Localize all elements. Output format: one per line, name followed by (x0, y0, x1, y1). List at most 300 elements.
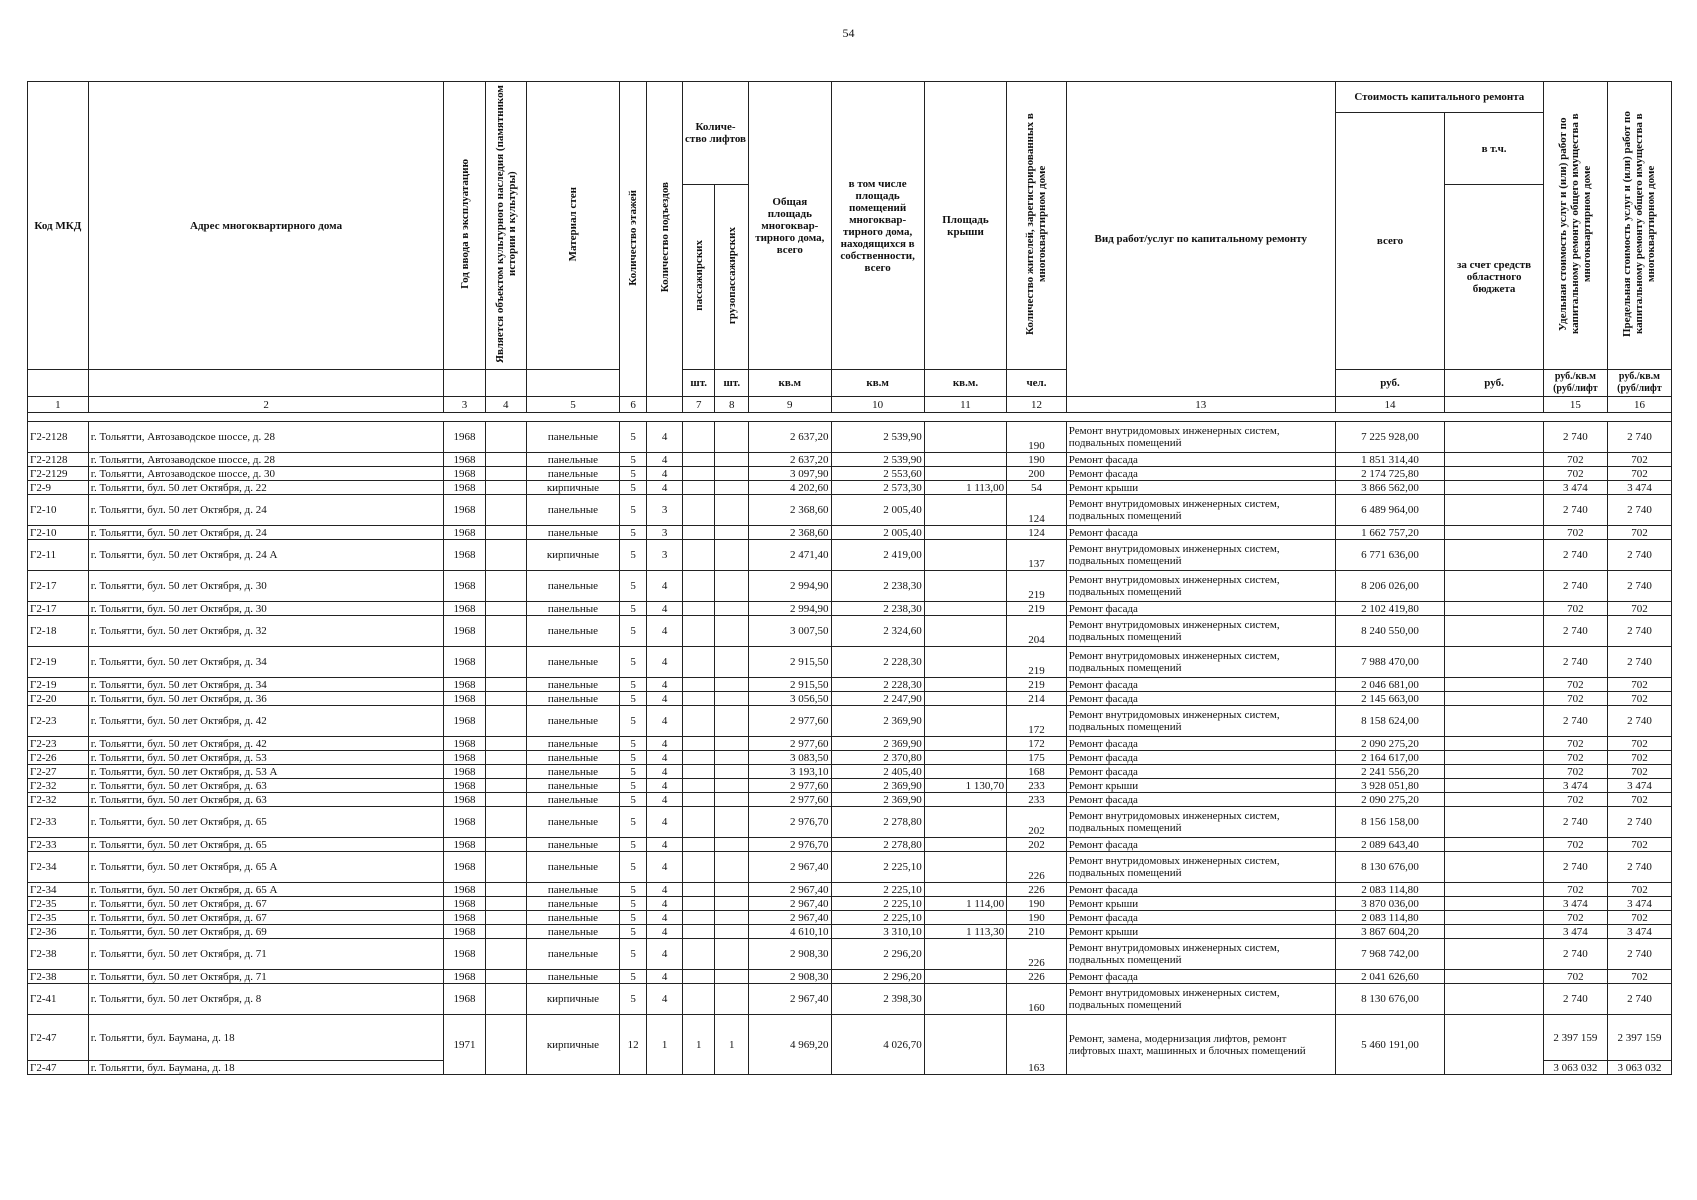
row-entrances: 4 (647, 970, 683, 984)
row-cargo-lifts (715, 678, 749, 692)
row-entrances: 4 (647, 692, 683, 706)
row-floors: 5 (620, 793, 647, 807)
row-total-area: 2 977,60 (749, 706, 831, 737)
row-heritage (485, 793, 526, 807)
row-floors: 5 (620, 706, 647, 737)
row-floors: 5 (620, 970, 647, 984)
row-total-area: 2 915,50 (749, 647, 831, 678)
row-floors: 5 (620, 737, 647, 751)
row-year: 1968 (444, 897, 485, 911)
row-cost-total: 2 090 275,20 (1335, 737, 1445, 751)
row-cost-total: 7 968 742,00 (1335, 939, 1445, 970)
row-floors: 5 (620, 911, 647, 925)
row-entrances: 4 (647, 737, 683, 751)
row-code: Г2-2128 (28, 453, 89, 467)
row-roof-area (924, 751, 1006, 765)
row-floors: 5 (620, 897, 647, 911)
row-code: Г2-35 (28, 897, 89, 911)
row-year: 1968 (444, 765, 485, 779)
row-passenger-lifts (682, 692, 715, 706)
row-entrances: 4 (647, 678, 683, 692)
row-regional-budget (1445, 779, 1544, 793)
col-header-passenger: пассажирских (682, 185, 715, 370)
row-total-area: 2 908,30 (749, 939, 831, 970)
row-heritage (485, 925, 526, 939)
row-entrances: 4 (647, 647, 683, 678)
unit-passenger: шт. (682, 370, 715, 397)
row-total-area: 2 471,40 (749, 540, 831, 571)
row-material: кирпичные (526, 984, 619, 1015)
row-heritage (485, 678, 526, 692)
row-cargo-lifts (715, 765, 749, 779)
row-regional-budget (1445, 897, 1544, 911)
row-cargo-lifts (715, 571, 749, 602)
row-floors: 5 (620, 692, 647, 706)
row-regional-budget (1445, 793, 1544, 807)
row-address: г. Тольятти, бул. 50 лет Октября, д. 30 (88, 602, 444, 616)
row-year: 1968 (444, 970, 485, 984)
row-residents: 219 (1007, 678, 1067, 692)
row-cargo-lifts (715, 647, 749, 678)
row-material: панельные (526, 616, 619, 647)
row-heritage (485, 540, 526, 571)
row-roof-area (924, 526, 1006, 540)
row-address: г. Тольятти, бул. 50 лет Октября, д. 65 (88, 838, 444, 852)
row-work-type: Ремонт крыши (1066, 481, 1335, 495)
row-address: г. Тольятти, бул. 50 лет Октября, д. 71 (88, 970, 444, 984)
table-row (28, 925, 1672, 939)
row-passenger-lifts (682, 793, 715, 807)
row-cargo-lifts (715, 495, 749, 526)
row-passenger-lifts (682, 751, 715, 765)
row-address: г. Тольятти, бул. 50 лет Октября, д. 34 (88, 678, 444, 692)
row-work-type: Ремонт крыши (1066, 897, 1335, 911)
row-regional-budget (1445, 751, 1544, 765)
col-header-code: Код МКД (28, 82, 89, 370)
row-code: Г2-32 (28, 793, 89, 807)
row-floors: 5 (620, 481, 647, 495)
colnum-9: 9 (749, 397, 831, 413)
row-material: панельные (526, 467, 619, 481)
row-owned-area: 2 247,90 (831, 692, 924, 706)
row-limit-cost: 702 (1607, 526, 1671, 540)
row-heritage (485, 838, 526, 852)
row-roof-area: 1 114,00 (924, 897, 1006, 911)
row-material: кирпичные (526, 1015, 619, 1075)
row-year: 1968 (444, 481, 485, 495)
row-limit-cost: 3 474 (1607, 925, 1671, 939)
row-residents: 219 (1007, 602, 1067, 616)
row-roof-area (924, 616, 1006, 647)
row-unit-cost: 2 740 (1543, 939, 1607, 970)
row-cost-total: 8 130 676,00 (1335, 984, 1445, 1015)
row-cargo-lifts (715, 793, 749, 807)
row-owned-area: 2 228,30 (831, 678, 924, 692)
row-cargo-lifts (715, 422, 749, 453)
row-entrances: 4 (647, 838, 683, 852)
row-entrances: 4 (647, 793, 683, 807)
row-regional-budget (1445, 602, 1544, 616)
row-total-area: 2 967,40 (749, 883, 831, 897)
col-header-cost: Стоимость капитального ремонта (1335, 82, 1543, 113)
row-unit-cost: 702 (1543, 883, 1607, 897)
col-header-limit-cost: Предельная стоимость услуг и (или) работ по капитальному ремонту общего имущества в многоквартирном доме (1607, 82, 1671, 370)
row-code: Г2-19 (28, 647, 89, 678)
row-material: панельные (526, 678, 619, 692)
row-cargo-lifts (715, 852, 749, 883)
row-roof-area: 1 113,00 (924, 481, 1006, 495)
row-roof-area (924, 939, 1006, 970)
unit-roof-area: кв.м. (924, 370, 1006, 397)
row-entrances: 4 (647, 453, 683, 467)
row-entrances: 4 (647, 883, 683, 897)
row-residents: 137 (1007, 540, 1067, 571)
colnum-4: 4 (485, 397, 526, 413)
row-entrances: 4 (647, 911, 683, 925)
row-material: панельные (526, 793, 619, 807)
row-limit-cost: 3 474 (1607, 481, 1671, 495)
row-work-type: Ремонт внутридомовых инженерных систем, подвальных помещений (1066, 422, 1335, 453)
row-passenger-lifts (682, 838, 715, 852)
row-address: г. Тольятти, бул. 50 лет Октября, д. 24 (88, 526, 444, 540)
row-residents: 54 (1007, 481, 1067, 495)
row-code: Г2-17 (28, 602, 89, 616)
row-residents: 190 (1007, 897, 1067, 911)
row-passenger-lifts (682, 647, 715, 678)
row-cargo-lifts (715, 616, 749, 647)
row-passenger-lifts (682, 807, 715, 838)
row-regional-budget (1445, 911, 1544, 925)
row-unit-cost: 702 (1543, 602, 1607, 616)
row-passenger-lifts (682, 602, 715, 616)
row-roof-area (924, 911, 1006, 925)
row-address: г. Тольятти, бул. 50 лет Октября, д. 67 (88, 911, 444, 925)
row-cost-total: 2 145 663,00 (1335, 692, 1445, 706)
row-unit-cost: 702 (1543, 970, 1607, 984)
row-floors: 5 (620, 453, 647, 467)
row-unit-cost: 3 474 (1543, 779, 1607, 793)
row-limit-cost: 2 740 (1607, 540, 1671, 571)
colnum-1: 1 (28, 397, 89, 413)
row-material: панельные (526, 925, 619, 939)
row-limit-cost: 2 740 (1607, 807, 1671, 838)
row-heritage (485, 751, 526, 765)
row-limit-cost: 702 (1607, 737, 1671, 751)
row-passenger-lifts (682, 678, 715, 692)
row-heritage (485, 706, 526, 737)
table-row (28, 897, 1672, 911)
row-owned-area: 2 225,10 (831, 852, 924, 883)
row-limit-cost: 702 (1607, 678, 1671, 692)
unit-blank-2 (88, 370, 444, 397)
row-cost-total: 1 662 757,20 (1335, 526, 1445, 540)
row-cost-total: 3 870 036,00 (1335, 897, 1445, 911)
row-cargo-lifts (715, 925, 749, 939)
row-residents: 202 (1007, 807, 1067, 838)
row-cargo-lifts (715, 984, 749, 1015)
row-material: панельные (526, 939, 619, 970)
row-cost-total: 2 083 114,80 (1335, 911, 1445, 925)
colnum-6: 6 (620, 397, 647, 413)
row-total-area: 2 908,30 (749, 970, 831, 984)
row-owned-area: 2 369,90 (831, 779, 924, 793)
row-entrances: 4 (647, 616, 683, 647)
row-cost-total: 7 988 470,00 (1335, 647, 1445, 678)
row-floors: 5 (620, 984, 647, 1015)
row-cargo-lifts (715, 453, 749, 467)
row-cost-total: 8 240 550,00 (1335, 616, 1445, 647)
row-address: г. Тольятти, бул. Баумана, д. 18 (88, 1015, 444, 1061)
row-work-type: Ремонт внутридомовых инженерных систем, подвальных помещений (1066, 540, 1335, 571)
row-work-type: Ремонт внутридомовых инженерных систем, подвальных помещений (1066, 984, 1335, 1015)
row-limit-cost: 702 (1607, 602, 1671, 616)
colnum-11: 11 (924, 397, 1006, 413)
row-cost-total: 2 102 419,80 (1335, 602, 1445, 616)
row-address: г. Тольятти, бул. 50 лет Октября, д. 42 (88, 706, 444, 737)
row-address: г. Тольятти, Автозаводское шоссе, д. 28 (88, 453, 444, 467)
row-code: Г2-19 (28, 678, 89, 692)
colnum-12: 12 (1007, 397, 1067, 413)
row-year: 1968 (444, 495, 485, 526)
row-cost-total: 6 489 964,00 (1335, 495, 1445, 526)
row-passenger-lifts (682, 911, 715, 925)
row-heritage (485, 984, 526, 1015)
row-cost-total: 2 089 643,40 (1335, 838, 1445, 852)
row-owned-area: 2 369,90 (831, 793, 924, 807)
capital-repair-table (27, 81, 1672, 1075)
row-roof-area (924, 706, 1006, 737)
row-cargo-lifts (715, 602, 749, 616)
table-row (28, 737, 1672, 751)
row-limit-cost: 3 474 (1607, 897, 1671, 911)
row-year: 1968 (444, 984, 485, 1015)
table-row (28, 692, 1672, 706)
row-code: Г2-35 (28, 911, 89, 925)
row-regional-budget (1445, 647, 1544, 678)
row-year: 1968 (444, 616, 485, 647)
row-address: г. Тольятти, бул. 50 лет Октября, д. 71 (88, 939, 444, 970)
row-heritage (485, 616, 526, 647)
row-address: г. Тольятти, бул. 50 лет Октября, д. 34 (88, 647, 444, 678)
row-residents: 226 (1007, 939, 1067, 970)
row-cost-total: 2 090 275,20 (1335, 793, 1445, 807)
row-limit-cost: 2 740 (1607, 616, 1671, 647)
row-roof-area (924, 647, 1006, 678)
row-floors: 5 (620, 647, 647, 678)
row-unit-cost: 702 (1543, 765, 1607, 779)
row-limit-cost: 2 740 (1607, 647, 1671, 678)
row-material: панельные (526, 751, 619, 765)
row-heritage (485, 1015, 526, 1075)
row-material: панельные (526, 692, 619, 706)
row-passenger-lifts (682, 706, 715, 737)
row-work-type: Ремонт фасада (1066, 911, 1335, 925)
row-entrances: 3 (647, 526, 683, 540)
col-header-floors: Количество этажей (620, 82, 647, 397)
row-passenger-lifts (682, 571, 715, 602)
row-work-type: Ремонт крыши (1066, 779, 1335, 793)
row-code: Г2-18 (28, 616, 89, 647)
row-residents: 210 (1007, 925, 1067, 939)
row-roof-area (924, 678, 1006, 692)
colnum-blank (647, 397, 683, 413)
row-cargo-lifts (715, 467, 749, 481)
row-code: Г2-2129 (28, 467, 89, 481)
row-address: г. Тольятти, бул. 50 лет Октября, д. 42 (88, 737, 444, 751)
unit-total-area: кв.м (749, 370, 831, 397)
row-passenger-lifts (682, 495, 715, 526)
colnum-13: 13 (1066, 397, 1335, 413)
row-passenger-lifts (682, 779, 715, 793)
row-roof-area (924, 838, 1006, 852)
table-row (28, 807, 1672, 838)
row-roof-area (924, 970, 1006, 984)
row-owned-area: 2 225,10 (831, 897, 924, 911)
row-heritage (485, 467, 526, 481)
row-total-area: 4 610,10 (749, 925, 831, 939)
row-owned-area: 2 539,90 (831, 422, 924, 453)
row-roof-area: 1 130,70 (924, 779, 1006, 793)
row-owned-area: 2 324,60 (831, 616, 924, 647)
row-residents: 233 (1007, 793, 1067, 807)
row-total-area: 2 967,40 (749, 897, 831, 911)
row-unit-cost: 2 740 (1543, 984, 1607, 1015)
table-row (28, 852, 1672, 883)
row-material: панельные (526, 453, 619, 467)
row-entrances: 4 (647, 779, 683, 793)
row-unit-cost: 2 740 (1543, 647, 1607, 678)
row-work-type: Ремонт фасада (1066, 970, 1335, 984)
row-unit-cost: 2 740 (1543, 422, 1607, 453)
row-year: 1968 (444, 838, 485, 852)
row-residents: 163 (1007, 1015, 1067, 1075)
table-row (28, 602, 1672, 616)
row-year: 1968 (444, 602, 485, 616)
unit-blank-4 (485, 370, 526, 397)
row-unit-cost: 702 (1543, 678, 1607, 692)
row-passenger-lifts (682, 467, 715, 481)
row-work-type: Ремонт внутридомовых инженерных систем, подвальных помещений (1066, 571, 1335, 602)
unit-blank-3 (444, 370, 485, 397)
row-year: 1968 (444, 807, 485, 838)
row-total-area: 2 368,60 (749, 495, 831, 526)
unit-cargo: шт. (715, 370, 749, 397)
row-work-type: Ремонт фасада (1066, 765, 1335, 779)
row-total-area: 4 969,20 (749, 1015, 831, 1075)
row-unit-cost: 3 474 (1543, 897, 1607, 911)
row-address: г. Тольятти, бул. 50 лет Октября, д. 65 А (88, 883, 444, 897)
unit-cost-total: руб. (1335, 370, 1445, 397)
row-roof-area (924, 453, 1006, 467)
row-cargo-lifts (715, 838, 749, 852)
row-heritage (485, 526, 526, 540)
row-code: Г2-27 (28, 765, 89, 779)
row-year: 1968 (444, 647, 485, 678)
row-material: панельные (526, 765, 619, 779)
colnum-blank-2 (1445, 397, 1544, 413)
row-floors: 5 (620, 807, 647, 838)
row-work-type: Ремонт фасада (1066, 526, 1335, 540)
row-unit-cost: 2 740 (1543, 571, 1607, 602)
row-roof-area (924, 807, 1006, 838)
row-passenger-lifts (682, 970, 715, 984)
row-year: 1968 (444, 793, 485, 807)
row-work-type: Ремонт фасада (1066, 838, 1335, 852)
row-work-type: Ремонт фасада (1066, 602, 1335, 616)
table-row (28, 793, 1672, 807)
row-code: Г2-47 (28, 1061, 89, 1075)
row-heritage (485, 779, 526, 793)
row-roof-area (924, 737, 1006, 751)
row-material: панельные (526, 883, 619, 897)
row-material: кирпичные (526, 540, 619, 571)
row-year: 1968 (444, 467, 485, 481)
row-regional-budget (1445, 422, 1544, 453)
row-work-type: Ремонт фасада (1066, 737, 1335, 751)
row-material: панельные (526, 838, 619, 852)
row-owned-area: 2 398,30 (831, 984, 924, 1015)
row-material: панельные (526, 422, 619, 453)
row-year: 1968 (444, 706, 485, 737)
row-regional-budget (1445, 706, 1544, 737)
row-code: Г2-2128 (28, 422, 89, 453)
row-roof-area (924, 692, 1006, 706)
row-residents: 202 (1007, 838, 1067, 852)
row-passenger-lifts (682, 883, 715, 897)
row-owned-area: 2 278,80 (831, 838, 924, 852)
row-floors: 5 (620, 467, 647, 481)
row-cargo-lifts (715, 883, 749, 897)
row-work-type: Ремонт внутридомовых инженерных систем, подвальных помещений (1066, 616, 1335, 647)
row-address: г. Тольятти, бул. 50 лет Октября, д. 69 (88, 925, 444, 939)
row-entrances: 4 (647, 467, 683, 481)
row-regional-budget (1445, 984, 1544, 1015)
row-limit-cost: 702 (1607, 751, 1671, 765)
row-material: кирпичные (526, 481, 619, 495)
row-work-type: Ремонт фасада (1066, 751, 1335, 765)
row-regional-budget (1445, 807, 1544, 838)
row-roof-area (924, 984, 1006, 1015)
row-residents: 214 (1007, 692, 1067, 706)
row-owned-area: 2 419,00 (831, 540, 924, 571)
row-owned-area: 2 296,20 (831, 970, 924, 984)
row-material: панельные (526, 571, 619, 602)
table-row (28, 751, 1672, 765)
col-header-owned-area: в том числе площадь помещений многоквар-тирного дома, находящихся в собственности, всего (831, 82, 924, 370)
row-heritage (485, 883, 526, 897)
table-row (28, 481, 1672, 495)
row-code: Г2-38 (28, 970, 89, 984)
row-limit-cost: 702 (1607, 453, 1671, 467)
row-unit-cost: 3 474 (1543, 925, 1607, 939)
row-limit-cost: 2 740 (1607, 422, 1671, 453)
row-year: 1968 (444, 939, 485, 970)
row-cost-total: 2 046 681,00 (1335, 678, 1445, 692)
row-residents: 190 (1007, 453, 1067, 467)
row-limit-cost: 702 (1607, 970, 1671, 984)
col-header-regional-budget: за счет средств областного бюджета (1445, 185, 1544, 370)
table-header (28, 82, 1672, 413)
row-material: панельные (526, 807, 619, 838)
row-total-area: 2 967,40 (749, 911, 831, 925)
row-entrances: 4 (647, 897, 683, 911)
row-owned-area: 2 573,30 (831, 481, 924, 495)
row-total-area: 3 056,50 (749, 692, 831, 706)
row-address: г. Тольятти, бул. 50 лет Октября, д. 30 (88, 571, 444, 602)
row-limit-cost: 2 740 (1607, 984, 1671, 1015)
col-header-residents: Количество жителей, зарегистрированных в многоквартирном доме (1007, 82, 1067, 370)
row-code: Г2-34 (28, 883, 89, 897)
